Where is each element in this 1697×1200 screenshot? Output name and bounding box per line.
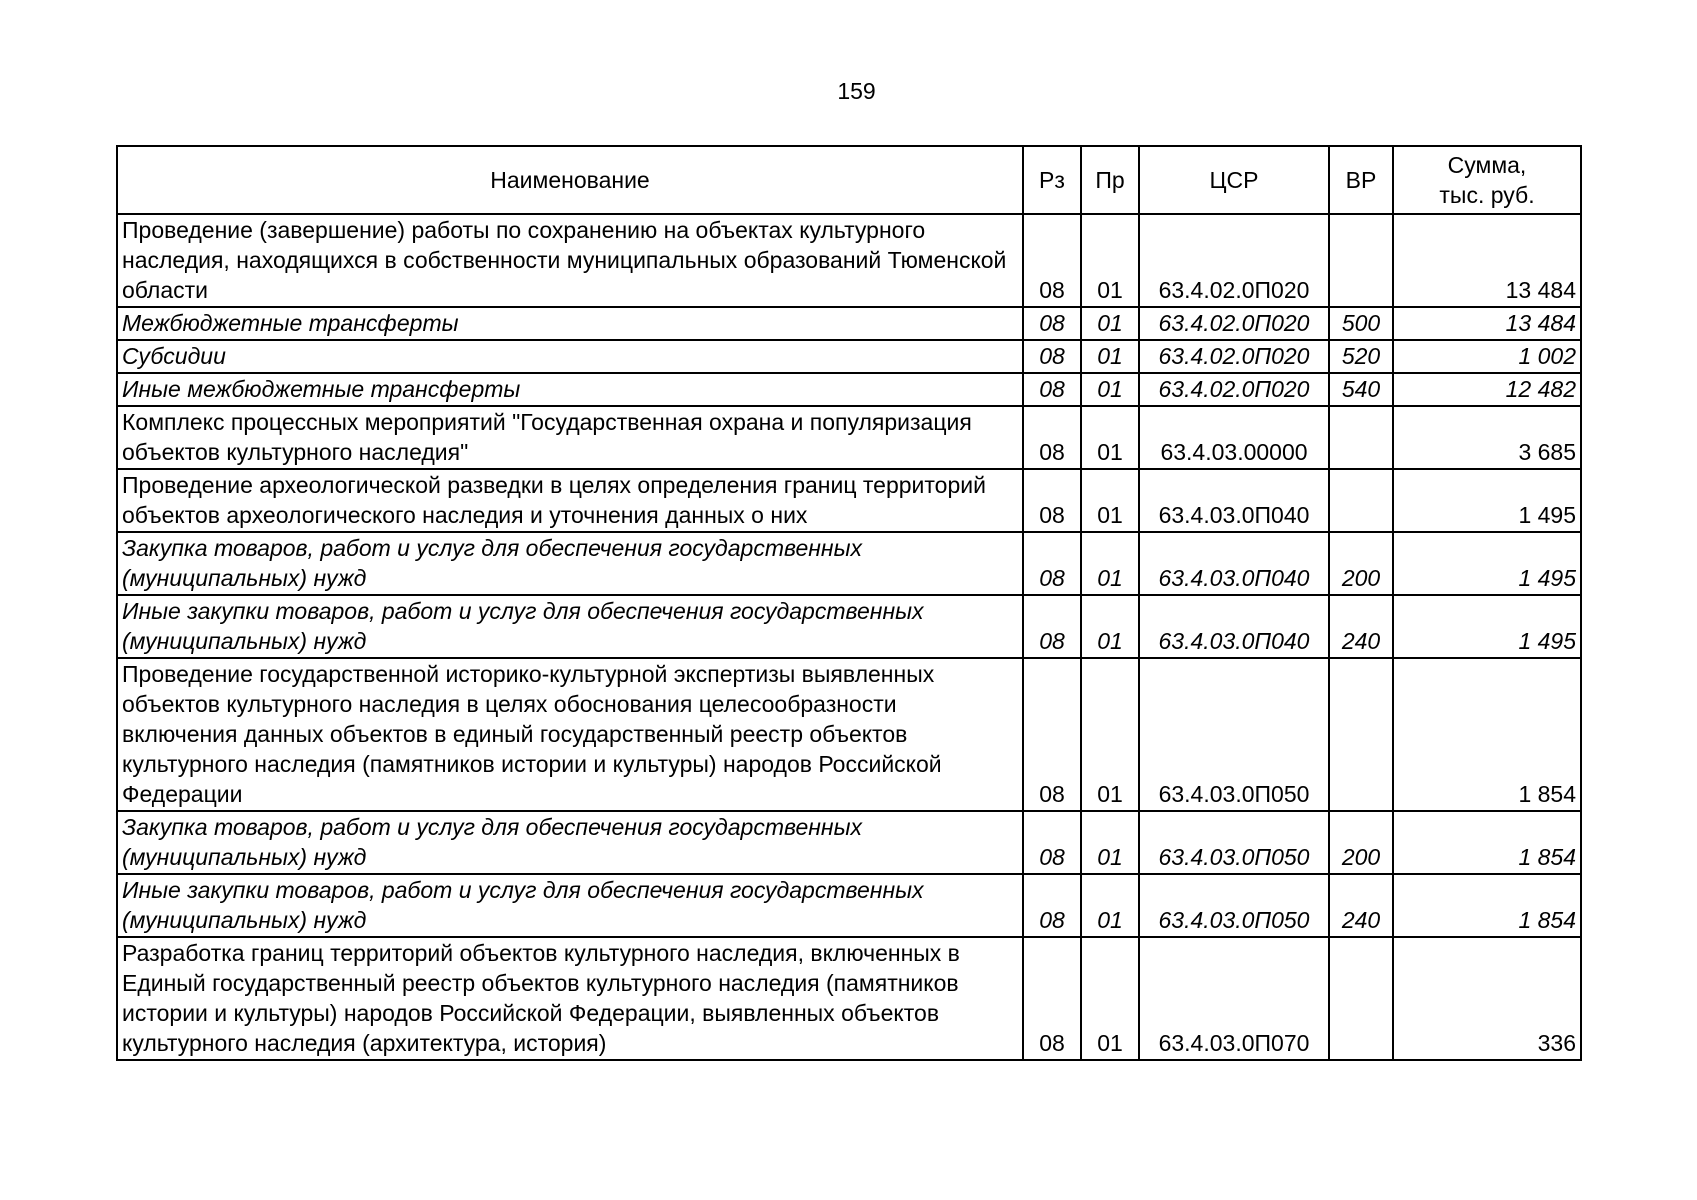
row-csr: 63.4.02.0П020: [1139, 373, 1329, 406]
row-rz: 08: [1023, 406, 1081, 469]
budget-table: [116, 145, 1582, 1061]
row-vr: 200: [1329, 532, 1393, 595]
row-name: Проведение государственной историко-культурной экспертизы выявленных объектов культурного наследия в целях обоснования целесообразности включения данных объектов в единый государственный реестр объектов культурного наследия (памятников истории и культуры) народов Российской Федерации: [117, 658, 1023, 811]
table-row: [117, 532, 1581, 595]
row-pr: 01: [1081, 307, 1139, 340]
header-pr: Пр: [1081, 146, 1139, 214]
row-pr: 01: [1081, 340, 1139, 373]
row-pr: 01: [1081, 373, 1139, 406]
row-sum: 1 002: [1393, 340, 1581, 373]
row-csr: 63.4.03.0П040: [1139, 532, 1329, 595]
row-rz: 08: [1023, 340, 1081, 373]
header-name: Наименование: [117, 146, 1023, 214]
row-vr: 240: [1329, 595, 1393, 658]
row-vr: 500: [1329, 307, 1393, 340]
row-sum: 1 495: [1393, 532, 1581, 595]
row-rz: 08: [1023, 532, 1081, 595]
row-rz: 08: [1023, 658, 1081, 811]
row-name: Закупка товаров, работ и услуг для обеспечения государственных (муниципальных) нужд: [117, 811, 1023, 874]
row-csr: 63.4.02.0П020: [1139, 307, 1329, 340]
header-vr: ВР: [1329, 146, 1393, 214]
row-rz: 08: [1023, 937, 1081, 1060]
row-sum: 1 854: [1393, 811, 1581, 874]
table-row: [117, 214, 1581, 307]
row-csr: 63.4.02.0П020: [1139, 340, 1329, 373]
table-row: [117, 874, 1581, 937]
row-csr: 63.4.03.0П040: [1139, 595, 1329, 658]
row-sum: 3 685: [1393, 406, 1581, 469]
row-sum: 1 854: [1393, 874, 1581, 937]
table-row: [117, 658, 1581, 811]
row-sum: 12 482: [1393, 373, 1581, 406]
row-pr: 01: [1081, 658, 1139, 811]
row-name: Проведение (завершение) работы по сохранению на объектах культурного наследия, находящихся в собственности муниципальных образований Тюменской области: [117, 214, 1023, 307]
row-name: Комплекс процессных мероприятий "Государственная охрана и популяризация объектов культурного наследия": [117, 406, 1023, 469]
row-sum: 1 854: [1393, 658, 1581, 811]
row-sum: 336: [1393, 937, 1581, 1060]
table-row: [117, 307, 1581, 340]
row-pr: 01: [1081, 595, 1139, 658]
row-name: Разработка границ территорий объектов культурного наследия, включенных в Единый государственный реестр объектов культурного наследия (памятников истории и культуры) народов Российской Федерации, выявленных объектов культурного наследия (архитектура, история): [117, 937, 1023, 1060]
row-csr: 63.4.03.0П040: [1139, 469, 1329, 532]
table-row: [117, 406, 1581, 469]
row-vr: 200: [1329, 811, 1393, 874]
row-rz: 08: [1023, 469, 1081, 532]
row-pr: 01: [1081, 469, 1139, 532]
row-rz: 08: [1023, 874, 1081, 937]
row-pr: 01: [1081, 406, 1139, 469]
row-pr: 01: [1081, 937, 1139, 1060]
row-pr: 01: [1081, 532, 1139, 595]
table-header-row: [117, 146, 1581, 214]
page-number: 159: [837, 78, 876, 104]
row-rz: 08: [1023, 595, 1081, 658]
row-csr: 63.4.03.0П070: [1139, 937, 1329, 1060]
header-csr: ЦСР: [1139, 146, 1329, 214]
row-name: Проведение археологической разведки в целях определения границ территорий объектов археологического наследия и уточнения данных о них: [117, 469, 1023, 532]
row-csr: 63.4.03.0П050: [1139, 811, 1329, 874]
table-row: [117, 811, 1581, 874]
row-vr: [1329, 406, 1393, 469]
row-rz: 08: [1023, 214, 1081, 307]
table-row: [117, 340, 1581, 373]
row-csr: 63.4.03.0П050: [1139, 874, 1329, 937]
row-sum: 13 484: [1393, 214, 1581, 307]
row-pr: 01: [1081, 811, 1139, 874]
header-rz: Рз: [1023, 146, 1081, 214]
row-rz: 08: [1023, 811, 1081, 874]
row-name: Субсидии: [117, 340, 1023, 373]
row-sum: 1 495: [1393, 595, 1581, 658]
row-name: Иные закупки товаров, работ и услуг для обеспечения государственных (муниципальных) нужд: [117, 595, 1023, 658]
row-name: Иные закупки товаров, работ и услуг для обеспечения государственных (муниципальных) нужд: [117, 874, 1023, 937]
table-row: [117, 937, 1581, 1060]
header-sum: Сумма, тыс. руб.: [1393, 146, 1581, 214]
row-csr: 63.4.03.0П050: [1139, 658, 1329, 811]
row-pr: 01: [1081, 874, 1139, 937]
table-row: [117, 595, 1581, 658]
row-vr: [1329, 658, 1393, 811]
row-name: Закупка товаров, работ и услуг для обеспечения государственных (муниципальных) нужд: [117, 532, 1023, 595]
row-vr: 520: [1329, 340, 1393, 373]
row-csr: 63.4.03.00000: [1139, 406, 1329, 469]
row-vr: [1329, 937, 1393, 1060]
row-rz: 08: [1023, 307, 1081, 340]
row-name: Иные межбюджетные трансферты: [117, 373, 1023, 406]
row-name: Межбюджетные трансферты: [117, 307, 1023, 340]
row-vr: [1329, 214, 1393, 307]
row-rz: 08: [1023, 373, 1081, 406]
row-vr: 240: [1329, 874, 1393, 937]
table-row: [117, 469, 1581, 532]
table-row: [117, 373, 1581, 406]
table-body: [117, 214, 1581, 1060]
row-vr: [1329, 469, 1393, 532]
row-pr: 01: [1081, 214, 1139, 307]
row-csr: 63.4.02.0П020: [1139, 214, 1329, 307]
row-vr: 540: [1329, 373, 1393, 406]
row-sum: 13 484: [1393, 307, 1581, 340]
row-sum: 1 495: [1393, 469, 1581, 532]
